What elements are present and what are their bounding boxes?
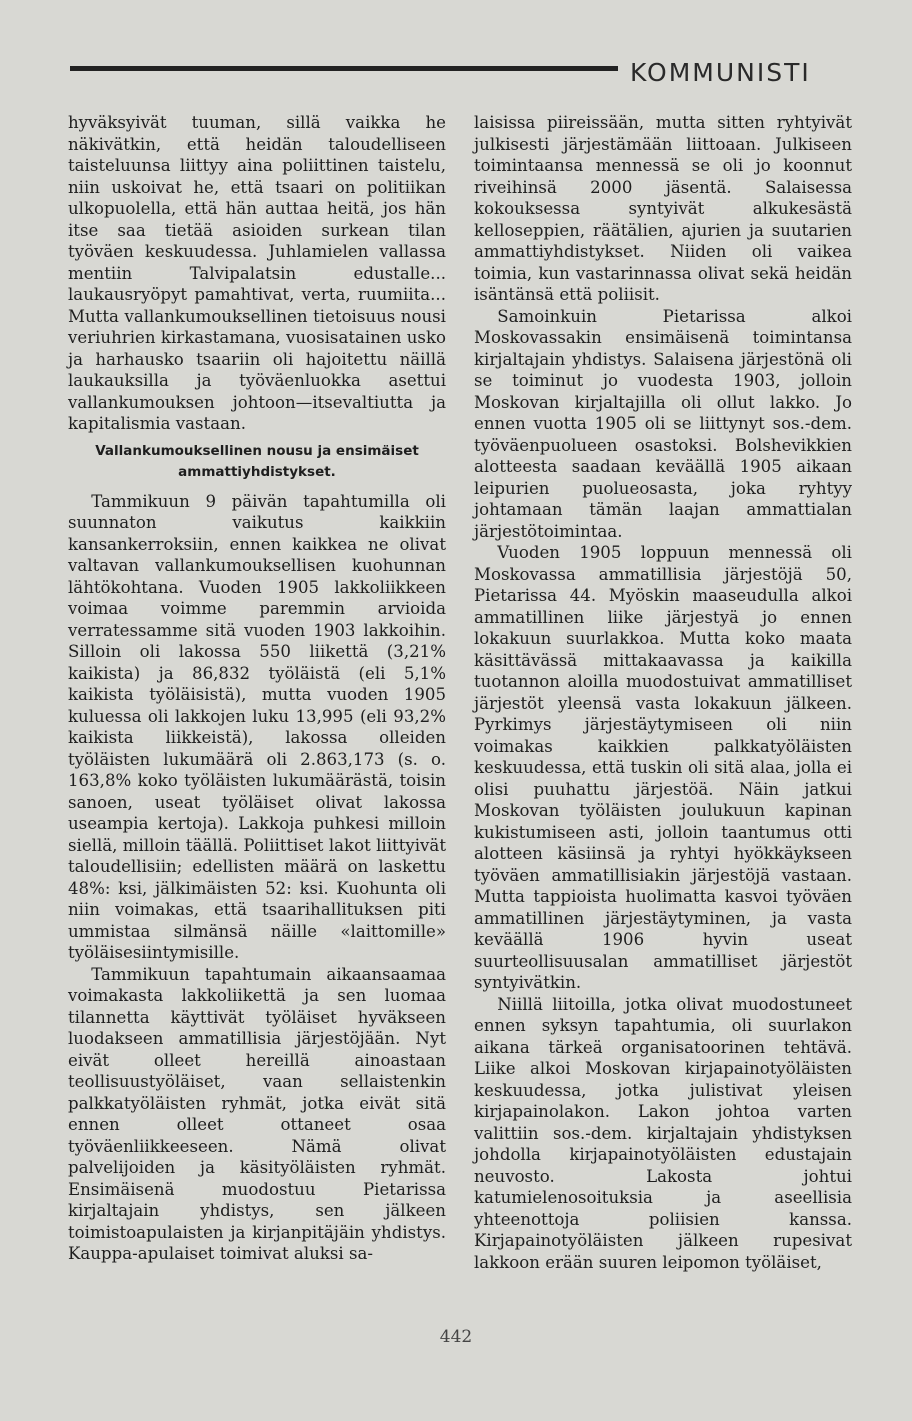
left-paragraph-3: Tammikuun tapahtumain aikaansaamaa voimakasta lakkoliikettä ja sen luomaa tilannetta käyttivät työläiset hyväkseen luodakseen ammatillisia järjestöjään. Nyt eivät olleet hereillä ainoastaan teollisuustyöläiset, vaan sellaistenkin palkkatyöläisten ryhmät, jotka eivät sitä ennen olleet ottaneet osaa työväenliikkeeseen. Nämä olivat palvelijoiden ja käsityöläisten ryhmät. Ensimäisenä muodostuu Pietarissa kirjaltajain yhdistys, sen jälkeen toimistoapulaisten ja kirjanpitäjäin yhdistys. Kauppa-apulaiset toimivat aluksi sa- [68, 964, 446, 1263]
left-paragraph-2: Tammikuun 9 päivän tapahtumilla oli suunnaton vaikutus kaikkiin kansankerroksiin, ennen kaikkea ne olivat valtavan vallankumouksellisen kuohunnan lähtökohtana. Vuoden 1905 lakkoliikkeen voimaa voimme paremmin arvioida verratessamme sitä vuoden 1903 lakkoihin. Silloin oli lakossa 550 liikettä (3,21% kaikista) ja 86,832 työläistä (eli 5,1% kaikista työläisistä), mutta vuoden 1905 kuluessa oli lakkojen luku 13,995 (eli 93,2% kaikista liikkeistä), lakossa olleiden työläisten lukumäärä oli 2.863,173 (s. o. 163,8% koko työläisten lukumäärästä, toisin sanoen, useat työläiset olivat lakossa useampia kertoja). Lakkoja puhkesi milloin siellä, milloin täällä. Poliittiset lakot liittyivät taloudellisiin; edellisten määrä on laskettu 48%: ksi, jälkimäisten 52: ksi. Kuohunta oli niin voimakas, että tsaarihallituksen piti ummistaa silmänsä näille «laittomille» työläisesiintymisille. [68, 491, 446, 962]
right-paragraph-1: laisissa piireissään, mutta sitten ryhtyivät julkisesti järjestämään liittoaan. Julkiseen toimintaansa mennessä se oli jo koonnut riveihinsä 2000 jäsentä. Salaisessa kokouksessa syntyivät alkukesästä kelloseppien, räätälien, ajurien ja suutarien ammattiyhdistykset. Niiden oli vaikea toimia, kun vastarinnassa olivat sekä heidän isäntänsä että poliisit. [474, 113, 852, 304]
right-paragraph-2: Samoinkuin Pietarissa alkoi Moskovassakin ensimäisenä toimintansa kirjaltajain yhdistys. Salaisena järjestönä oli se toiminut jo vuodesta 1903, jolloin Moskovan kirjaltajilla oli ollut lakko. Jo ennen vuotta 1905 oli se liittynyt sos.-dem. työväenpuolueen osastoksi. Bolshevikkien alotteesta saadaan keväällä 1905 aikaan leipurien puolueosasta, joka ryhtyy johtamaan tämän laajan ammattialan järjestötoimintaa. [474, 306, 852, 541]
header-rule [70, 66, 618, 71]
right-paragraph-3: Vuoden 1905 loppuun mennessä oli Moskovassa ammatillisia järjestöjä 50, Pietarissa 44. Myöskin maaseudulla alkoi ammatillinen liike järjestyä jo ennen lokakuun suurlakkoa. Mutta koko maata käsittävässä mittakaavassa ja kaikilla tuotannon aloilla muodostuivat ammatilliset järjestöt yleensä vasta lokakuun jälkeen. Pyrkimys järjestäytymiseen oli niin voimakas kaikkien palkkatyöläisten keskuudessa, että tuskin oli sitä alaa, jolla ei olisi puuhattu järjestöä. Näin jatkui Moskovan työläisten joulukuun kapinan kukistumiseen asti, jolloin taantumus otti alotteen käsiinsä ja ryhtyi hyökkäykseen työväen ammatillisiakin järjestöjä vastaan. Mutta tappioista huolimatta kasvoi työväen ammatillinen järjestäytyminen, ja vasta keväällä 1906 hyvin useat suurteollisuusalan ammatilliset järjestöt syntyivätkin. [474, 543, 852, 992]
right-column [474, 112, 852, 1273]
running-header-title: KOMMUNISTI [630, 58, 811, 87]
page-number: 442 [439, 1327, 473, 1347]
left-paragraph-1: hyväksyivät tuuman, sillä vaikka he näkivätkin, että heidän taloudelliseen taisteluunsa liittyy aina poliittinen taistelu, niin uskoivat he, että tsaari on politiikan ulkopuolella, että hän auttaa heitä, jos hän itse saa tietää asioiden surkean tilan työväen keskuudessa. Juhlamielen vallassa mentiin Talvipalatsin edustalle... laukausryöpyt pamahtivat, verta, ruumiita... Mutta vallankumouksellinen tietoisuus nousi veriuhrien kirkastamana, vuosisatainen usko ja harhausko tsaariin oli hajoitettu näillä laukauksilla ja työväenluokka asettui vallankumouksen johtoon—itsevaltiutta ja kapitalismia vastaan. [68, 113, 446, 433]
right-paragraph-4: Niillä liitoilla, jotka olivat muodostuneet ennen syksyn tapahtumia, oli suurlakon aikana tärkeä organisatoorinen tehtävä. Liike alkoi Moskovan kirjapainotyöläisten keskuudessa, jotka julistivat yleisen kirjapainolakon. Lakon johtoa varten valittiin sos.-dem. kirjaltajain yhdistyksen johdolla kirjapainotyöläisten edustajain neuvosto. Lakosta johtui katumielenosoituksia ja aseellisia yhteenottoja poliisien kanssa. Kirjapainotyöläisten jälkeen rupesivat lakkoon erään suuren leipomon työläiset, [474, 994, 852, 1272]
left-column [68, 112, 446, 1265]
section-heading: Vallankumouksellinen nousu ja ensimäiset ammattiyhdistykset. [95, 442, 419, 480]
